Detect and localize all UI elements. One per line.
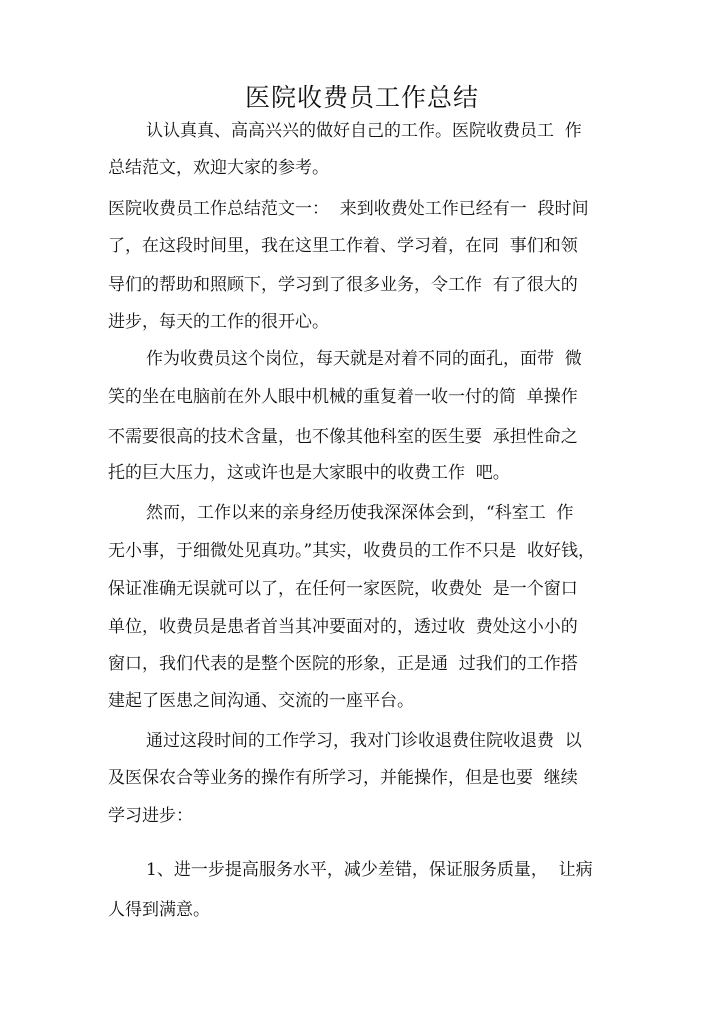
paragraph-line: 作为收费员这个岗位，每天就是对着不同的面孔，面带 微	[146, 349, 582, 369]
paragraph-line: 无小事，于细微处见真功。”其实，收费员的工作不只是 收好钱，	[108, 541, 595, 561]
paragraph-line: 通过这段时间的工作学习，我对门诊收退费住院收退费 以	[146, 731, 582, 751]
list-item-line: 人得到满意。	[108, 900, 210, 920]
paragraph-line: 单位，收费员是患者首当其冲要面对的，透过收 费处这小小的	[108, 617, 578, 637]
paragraph-line: 学习进步：	[108, 806, 193, 826]
paragraph-line: 了，在这段时间里，我在这里工作着、学习着，在同 事们和领	[108, 236, 578, 256]
paragraph-line: 总结范文，欢迎大家的参考。	[108, 158, 329, 178]
paragraph-line: 笑的坐在电脑前在外人眼中机械的重复着一收一付的简 单操作	[108, 387, 578, 407]
paragraph-line: 及医保农合等业务的操作有所学习，并能操作，但是也要 继续	[108, 768, 578, 788]
paragraph-line: 建起了医患之间沟通、交流的一座平台。	[108, 691, 414, 711]
paragraph-line: 导们的帮助和照顾下，学习到了很多业务，令工作 有了很大的	[108, 275, 578, 295]
list-item-line: 1、进一步提高服务水平，减少差错，保证服务质量， 让病	[146, 860, 593, 880]
paragraph-line: 然而，工作以来的亲身经历使我深深体会到，“科室工 作	[146, 503, 574, 523]
paragraph-line: 不需要很高的技术含量，也不像其他科室的医生要 承担性命之	[108, 427, 578, 447]
paragraph-line: 认认真真、高高兴兴的做好自己的工作。医院收费员工 作	[146, 121, 582, 141]
paragraph-line: 窗口，我们代表的是整个医院的形象，正是通 过我们的工作搭	[108, 654, 578, 674]
paragraph-line: 进步，每天的工作的很开心。	[108, 312, 329, 332]
paragraph-line: 医院收费员工作总结范文一： 来到收费处工作已经有一 段时间	[108, 199, 589, 219]
paragraph-line: 托的巨大压力，这或许也是大家眼中的收费工作 吧。	[108, 463, 510, 483]
document-title: 医院收费员工作总结	[244, 83, 479, 112]
paragraph-line: 保证准确无误就可以了，在任何一家医院，收费处 是一个窗口	[108, 579, 578, 599]
